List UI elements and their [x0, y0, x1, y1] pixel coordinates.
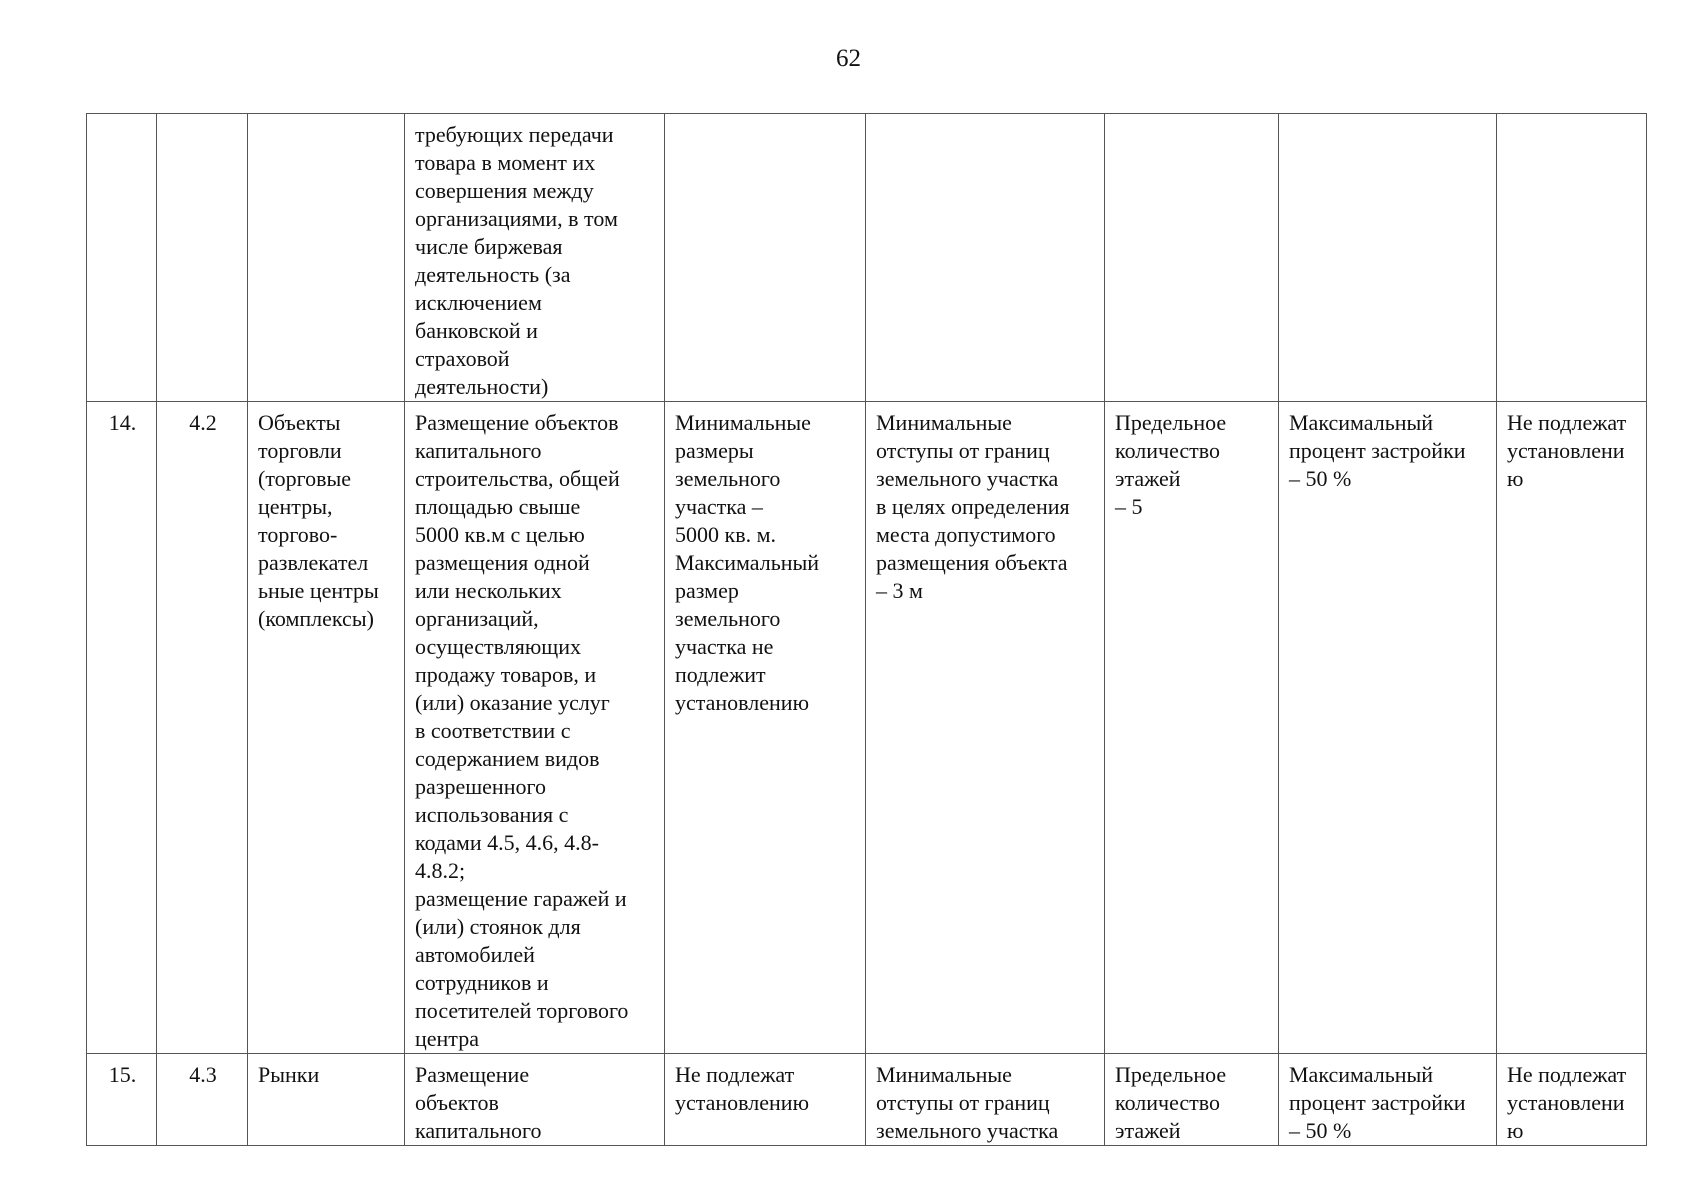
cell-other: Не подлежат установлени ю	[1497, 402, 1647, 1054]
cell-plot-size: Минимальные размеры земельного участка – 5000 кв. м. Максимальный размер земельного участка не подлежит установлению	[665, 402, 866, 1054]
cell-description: требующих передачи товара в момент их совершения между организациями, в том числе биржевая деятельность (за исключением банковской и страховой деятельности)	[405, 114, 665, 402]
cell-setbacks: Минимальные отступы от границ земельного участка в целях определения места допустимого размещения объекта – 3 м	[866, 402, 1105, 1054]
cell-other	[1497, 114, 1647, 402]
cell-use-name: Рынки	[248, 1054, 405, 1146]
page-number: 62	[836, 45, 861, 72]
cell-code: 4.2	[157, 402, 248, 1054]
cell-floors: Предельное количество этажей	[1105, 1054, 1279, 1146]
cell-other: Не подлежат установлени ю	[1497, 1054, 1647, 1146]
cell-plot-size: Не подлежат установлению	[665, 1054, 866, 1146]
cell-setbacks: Минимальные отступы от границ земельного участка	[866, 1054, 1105, 1146]
cell-number: 15.	[87, 1054, 157, 1146]
cell-code	[157, 114, 248, 402]
table-row	[87, 114, 1647, 402]
cell-coverage: Максимальный процент застройки – 50 %	[1279, 402, 1497, 1054]
land-use-regulations-table	[86, 113, 1647, 1146]
cell-floors: Предельное количество этажей – 5	[1105, 402, 1279, 1054]
cell-use-name	[248, 114, 405, 402]
cell-plot-size	[665, 114, 866, 402]
table-row	[87, 1054, 1647, 1146]
cell-use-name: Объекты торговли (торговые центры, торгово- развлекател ьные центры (комплексы)	[248, 402, 405, 1054]
cell-code: 4.3	[157, 1054, 248, 1146]
cell-number	[87, 114, 157, 402]
cell-coverage: Максимальный процент застройки – 50 %	[1279, 1054, 1497, 1146]
cell-description: Размещение объектов капитального	[405, 1054, 665, 1146]
cell-number: 14.	[87, 402, 157, 1054]
table-row	[87, 402, 1647, 1054]
cell-setbacks	[866, 114, 1105, 402]
cell-description: Размещение объектов капитального строительства, общей площадью свыше 5000 кв.м с целью размещения одной или нескольких организаций, осуществляющих продажу товаров, и (или) оказание услуг в соответствии с содержанием видов разрешенного использования с кодами 4.5, 4.6, 4.8- 4.8.2; размещение гаражей и (или) стоянок для автомобилей сотрудников и посетителей торгового центра	[405, 402, 665, 1054]
cell-coverage	[1279, 114, 1497, 402]
cell-floors	[1105, 114, 1279, 402]
